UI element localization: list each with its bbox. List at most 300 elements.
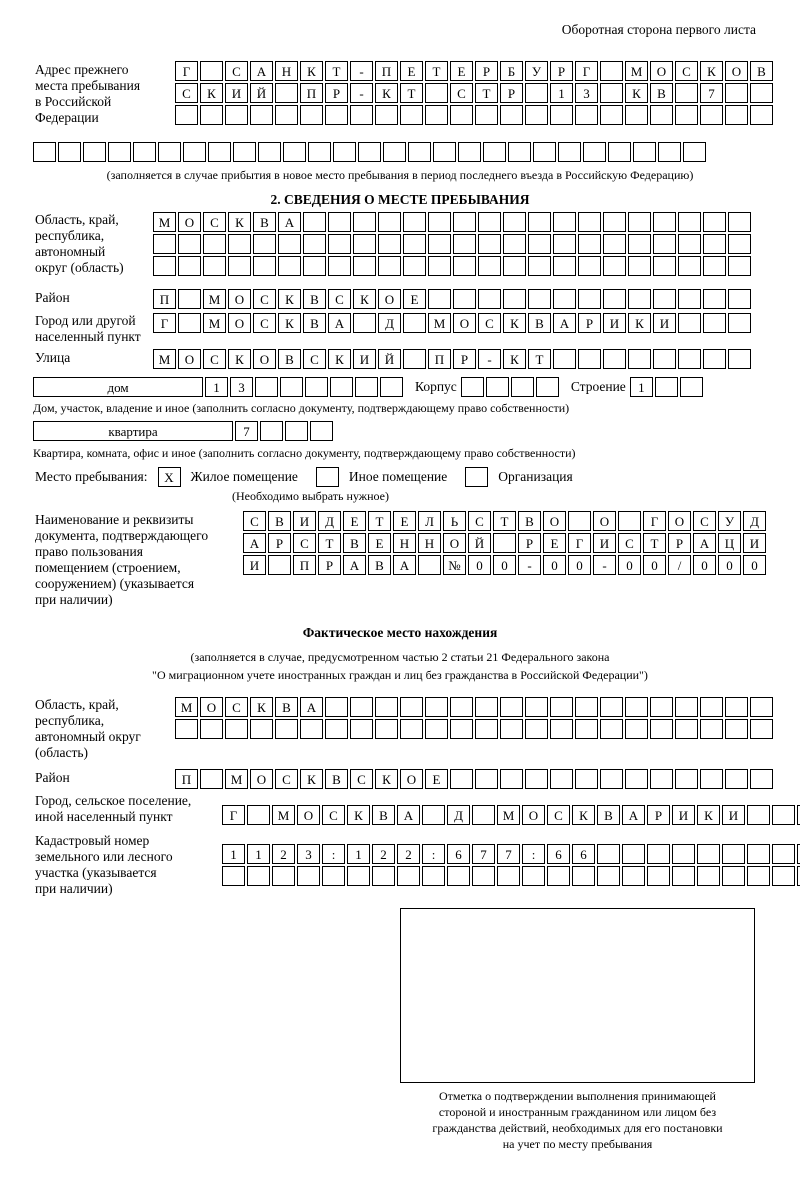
char-cell[interactable] xyxy=(178,234,201,254)
char-cell[interactable] xyxy=(672,844,695,864)
cell-row[interactable] xyxy=(175,697,775,717)
char-cell[interactable] xyxy=(722,866,745,886)
char-cell[interactable] xyxy=(472,805,495,825)
district-cells[interactable] xyxy=(153,289,753,311)
cell-row[interactable] xyxy=(222,866,800,886)
char-cell[interactable] xyxy=(625,719,648,739)
char-cell[interactable] xyxy=(697,866,720,886)
char-cell[interactable]: 7 xyxy=(235,421,258,441)
char-cell[interactable]: 1 xyxy=(630,377,653,397)
char-cell[interactable] xyxy=(603,234,626,254)
char-cell[interactable] xyxy=(553,234,576,254)
char-cell[interactable] xyxy=(350,697,373,717)
char-cell[interactable] xyxy=(750,83,773,103)
char-cell[interactable]: 0 xyxy=(493,555,516,575)
char-cell[interactable]: 0 xyxy=(643,555,666,575)
char-cell[interactable] xyxy=(372,866,395,886)
char-cell[interactable] xyxy=(508,142,531,162)
char-cell[interactable] xyxy=(461,377,484,397)
char-cell[interactable] xyxy=(478,256,501,276)
char-cell[interactable] xyxy=(475,697,498,717)
char-cell[interactable] xyxy=(378,234,401,254)
char-cell[interactable] xyxy=(683,142,706,162)
char-cell[interactable] xyxy=(380,377,403,397)
char-cell[interactable] xyxy=(603,212,626,232)
char-cell[interactable] xyxy=(450,719,473,739)
char-cell[interactable]: И xyxy=(672,805,695,825)
char-cell[interactable]: Г xyxy=(153,313,176,333)
checkbox-zhiloe[interactable]: Х xyxy=(158,467,181,487)
char-cell[interactable]: Л xyxy=(418,511,441,531)
cell-row[interactable] xyxy=(153,289,753,309)
char-cell[interactable] xyxy=(268,555,291,575)
char-cell[interactable]: А xyxy=(393,555,416,575)
char-cell[interactable]: Т xyxy=(475,83,498,103)
char-cell[interactable] xyxy=(578,289,601,309)
char-cell[interactable]: А xyxy=(250,61,273,81)
char-cell[interactable]: С xyxy=(675,61,698,81)
char-cell[interactable]: Е xyxy=(543,533,566,553)
char-cell[interactable]: У xyxy=(718,511,741,531)
char-cell[interactable] xyxy=(575,719,598,739)
cell-row[interactable] xyxy=(243,555,768,575)
char-cell[interactable]: / xyxy=(668,555,691,575)
char-cell[interactable]: К xyxy=(278,313,301,333)
char-cell[interactable]: И xyxy=(243,555,266,575)
char-cell[interactable] xyxy=(478,234,501,254)
char-cell[interactable] xyxy=(450,697,473,717)
char-cell[interactable] xyxy=(483,142,506,162)
char-cell[interactable] xyxy=(133,142,156,162)
char-cell[interactable]: О xyxy=(725,61,748,81)
char-cell[interactable]: С xyxy=(243,511,266,531)
char-cell[interactable] xyxy=(250,105,273,125)
char-cell[interactable]: Т xyxy=(400,83,423,103)
char-cell[interactable] xyxy=(333,142,356,162)
char-cell[interactable]: О xyxy=(543,511,566,531)
char-cell[interactable] xyxy=(600,83,623,103)
char-cell[interactable]: К xyxy=(700,61,723,81)
char-cell[interactable] xyxy=(618,511,641,531)
char-cell[interactable]: К xyxy=(628,313,651,333)
char-cell[interactable]: В xyxy=(597,805,620,825)
char-cell[interactable]: С xyxy=(322,805,345,825)
char-cell[interactable] xyxy=(553,349,576,369)
char-cell[interactable] xyxy=(747,805,770,825)
char-cell[interactable] xyxy=(108,142,131,162)
char-cell[interactable] xyxy=(325,697,348,717)
char-cell[interactable] xyxy=(200,61,223,81)
char-cell[interactable] xyxy=(600,697,623,717)
char-cell[interactable] xyxy=(750,769,773,789)
char-cell[interactable] xyxy=(603,289,626,309)
cell-row[interactable] xyxy=(175,83,775,103)
char-cell[interactable]: Т xyxy=(318,533,341,553)
char-cell[interactable]: 6 xyxy=(572,844,595,864)
cell-row[interactable] xyxy=(175,105,775,125)
char-cell[interactable] xyxy=(603,256,626,276)
char-cell[interactable]: О xyxy=(250,769,273,789)
char-cell[interactable] xyxy=(750,719,773,739)
char-cell[interactable]: Ь xyxy=(443,511,466,531)
char-cell[interactable] xyxy=(703,289,726,309)
char-cell[interactable] xyxy=(647,866,670,886)
char-cell[interactable]: Т xyxy=(425,61,448,81)
char-cell[interactable] xyxy=(355,377,378,397)
house-row[interactable] xyxy=(33,377,705,397)
char-cell[interactable]: С xyxy=(478,313,501,333)
char-cell[interactable]: С xyxy=(468,511,491,531)
char-cell[interactable] xyxy=(403,349,426,369)
char-cell[interactable] xyxy=(522,866,545,886)
char-cell[interactable] xyxy=(153,234,176,254)
char-cell[interactable] xyxy=(278,234,301,254)
char-cell[interactable] xyxy=(428,234,451,254)
char-cell[interactable]: - xyxy=(518,555,541,575)
char-cell[interactable]: С xyxy=(293,533,316,553)
char-cell[interactable]: С xyxy=(547,805,570,825)
char-cell[interactable]: 1 xyxy=(222,844,245,864)
char-cell[interactable]: У xyxy=(525,61,548,81)
char-cell[interactable]: П xyxy=(153,289,176,309)
char-cell[interactable]: 0 xyxy=(618,555,641,575)
char-cell[interactable] xyxy=(528,234,551,254)
char-cell[interactable] xyxy=(558,142,581,162)
char-cell[interactable]: 3 xyxy=(575,83,598,103)
char-cell[interactable]: О xyxy=(650,61,673,81)
char-cell[interactable]: В xyxy=(368,555,391,575)
char-cell[interactable] xyxy=(728,313,751,333)
char-cell[interactable]: Р xyxy=(647,805,670,825)
char-cell[interactable] xyxy=(375,105,398,125)
char-cell[interactable]: Т xyxy=(493,511,516,531)
cell-row[interactable] xyxy=(153,313,753,333)
char-cell[interactable]: 1 xyxy=(205,377,228,397)
char-cell[interactable] xyxy=(678,349,701,369)
char-cell[interactable] xyxy=(250,719,273,739)
char-cell[interactable]: К xyxy=(250,697,273,717)
char-cell[interactable] xyxy=(225,719,248,739)
char-cell[interactable] xyxy=(353,212,376,232)
region-cells[interactable] xyxy=(153,212,753,278)
char-cell[interactable] xyxy=(328,256,351,276)
char-cell[interactable]: К xyxy=(300,769,323,789)
char-cell[interactable]: Д xyxy=(318,511,341,531)
char-cell[interactable] xyxy=(428,256,451,276)
char-cell[interactable] xyxy=(383,142,406,162)
char-cell[interactable] xyxy=(750,105,773,125)
char-cell[interactable] xyxy=(575,769,598,789)
char-cell[interactable]: В xyxy=(278,349,301,369)
char-cell[interactable] xyxy=(536,377,559,397)
char-cell[interactable] xyxy=(425,697,448,717)
char-cell[interactable] xyxy=(400,719,423,739)
char-cell[interactable] xyxy=(83,142,106,162)
char-cell[interactable] xyxy=(675,769,698,789)
char-cell[interactable]: И xyxy=(743,533,766,553)
char-cell[interactable]: 6 xyxy=(547,844,570,864)
char-cell[interactable] xyxy=(525,719,548,739)
char-cell[interactable]: О xyxy=(200,697,223,717)
char-cell[interactable] xyxy=(675,719,698,739)
char-cell[interactable]: 0 xyxy=(468,555,491,575)
char-cell[interactable]: 1 xyxy=(247,844,270,864)
char-cell[interactable]: К xyxy=(375,83,398,103)
char-cell[interactable] xyxy=(628,212,651,232)
char-cell[interactable] xyxy=(228,256,251,276)
char-cell[interactable] xyxy=(353,256,376,276)
prev-address-cells[interactable] xyxy=(175,61,775,127)
char-cell[interactable] xyxy=(208,142,231,162)
char-cell[interactable] xyxy=(578,349,601,369)
char-cell[interactable] xyxy=(153,256,176,276)
char-cell[interactable] xyxy=(418,555,441,575)
char-cell[interactable] xyxy=(528,212,551,232)
char-cell[interactable] xyxy=(278,256,301,276)
char-cell[interactable] xyxy=(647,844,670,864)
house-cells[interactable] xyxy=(205,377,405,397)
char-cell[interactable]: К xyxy=(328,349,351,369)
char-cell[interactable]: М xyxy=(203,313,226,333)
char-cell[interactable]: Р xyxy=(325,83,348,103)
char-cell[interactable]: Й xyxy=(378,349,401,369)
char-cell[interactable] xyxy=(358,142,381,162)
char-cell[interactable] xyxy=(628,234,651,254)
char-cell[interactable] xyxy=(325,719,348,739)
char-cell[interactable]: М xyxy=(153,212,176,232)
char-cell[interactable] xyxy=(550,719,573,739)
char-cell[interactable] xyxy=(608,142,631,162)
char-cell[interactable]: М xyxy=(175,697,198,717)
char-cell[interactable]: 1 xyxy=(550,83,573,103)
char-cell[interactable] xyxy=(222,866,245,886)
char-cell[interactable] xyxy=(650,105,673,125)
char-cell[interactable]: П xyxy=(300,83,323,103)
char-cell[interactable]: О xyxy=(400,769,423,789)
char-cell[interactable] xyxy=(403,234,426,254)
char-cell[interactable] xyxy=(728,349,751,369)
char-cell[interactable]: С xyxy=(450,83,473,103)
actual-city-cells[interactable] xyxy=(222,805,800,827)
char-cell[interactable] xyxy=(328,212,351,232)
char-cell[interactable] xyxy=(297,866,320,886)
char-cell[interactable] xyxy=(283,142,306,162)
char-cell[interactable] xyxy=(772,805,795,825)
char-cell[interactable]: 2 xyxy=(272,844,295,864)
char-cell[interactable] xyxy=(728,289,751,309)
char-cell[interactable] xyxy=(178,256,201,276)
char-cell[interactable]: Е xyxy=(343,511,366,531)
char-cell[interactable] xyxy=(625,697,648,717)
char-cell[interactable]: М xyxy=(272,805,295,825)
char-cell[interactable] xyxy=(303,234,326,254)
char-cell[interactable] xyxy=(425,83,448,103)
char-cell[interactable] xyxy=(458,142,481,162)
char-cell[interactable] xyxy=(703,212,726,232)
char-cell[interactable] xyxy=(703,313,726,333)
char-cell[interactable] xyxy=(547,866,570,886)
char-cell[interactable]: 1 xyxy=(347,844,370,864)
char-cell[interactable]: В xyxy=(343,533,366,553)
char-cell[interactable]: 0 xyxy=(693,555,716,575)
char-cell[interactable] xyxy=(403,256,426,276)
cell-row[interactable] xyxy=(153,212,753,232)
char-cell[interactable]: Г xyxy=(643,511,666,531)
char-cell[interactable] xyxy=(403,313,426,333)
char-cell[interactable]: М xyxy=(153,349,176,369)
char-cell[interactable] xyxy=(200,105,223,125)
char-cell[interactable]: Р xyxy=(518,533,541,553)
char-cell[interactable]: К xyxy=(697,805,720,825)
char-cell[interactable]: А xyxy=(343,555,366,575)
char-cell[interactable] xyxy=(628,289,651,309)
char-cell[interactable] xyxy=(453,212,476,232)
char-cell[interactable] xyxy=(450,769,473,789)
char-cell[interactable] xyxy=(603,349,626,369)
char-cell[interactable] xyxy=(353,313,376,333)
char-cell[interactable] xyxy=(203,256,226,276)
char-cell[interactable]: 0 xyxy=(718,555,741,575)
char-cell[interactable] xyxy=(475,719,498,739)
char-cell[interactable] xyxy=(347,866,370,886)
char-cell[interactable] xyxy=(322,866,345,886)
char-cell[interactable]: К xyxy=(228,349,251,369)
char-cell[interactable]: О xyxy=(443,533,466,553)
char-cell[interactable]: Н xyxy=(275,61,298,81)
char-cell[interactable]: - xyxy=(350,61,373,81)
char-cell[interactable]: О xyxy=(668,511,691,531)
char-cell[interactable] xyxy=(653,256,676,276)
char-cell[interactable] xyxy=(375,697,398,717)
char-cell[interactable]: Р xyxy=(550,61,573,81)
char-cell[interactable]: К xyxy=(347,805,370,825)
char-cell[interactable]: Р xyxy=(318,555,341,575)
char-cell[interactable]: О xyxy=(593,511,616,531)
char-cell[interactable] xyxy=(575,697,598,717)
char-cell[interactable] xyxy=(453,256,476,276)
char-cell[interactable] xyxy=(350,719,373,739)
char-cell[interactable]: В xyxy=(275,697,298,717)
stroenie-cells[interactable] xyxy=(630,377,705,397)
char-cell[interactable]: А xyxy=(553,313,576,333)
char-cell[interactable] xyxy=(583,142,606,162)
char-cell[interactable] xyxy=(328,234,351,254)
checkbox-inoe[interactable] xyxy=(316,467,339,487)
cell-row[interactable] xyxy=(175,719,775,739)
char-cell[interactable] xyxy=(408,142,431,162)
char-cell[interactable] xyxy=(203,234,226,254)
char-cell[interactable] xyxy=(597,844,620,864)
char-cell[interactable] xyxy=(622,844,645,864)
char-cell[interactable]: Г xyxy=(175,61,198,81)
char-cell[interactable] xyxy=(486,377,509,397)
char-cell[interactable]: 7 xyxy=(700,83,723,103)
char-cell[interactable] xyxy=(750,697,773,717)
char-cell[interactable]: : xyxy=(322,844,345,864)
char-cell[interactable]: О xyxy=(453,313,476,333)
actual-district-cells[interactable] xyxy=(175,769,775,791)
char-cell[interactable]: Р xyxy=(578,313,601,333)
flat-row[interactable] xyxy=(33,421,335,441)
char-cell[interactable] xyxy=(500,697,523,717)
char-cell[interactable]: К xyxy=(625,83,648,103)
char-cell[interactable]: А xyxy=(693,533,716,553)
char-cell[interactable] xyxy=(678,234,701,254)
char-cell[interactable]: К xyxy=(375,769,398,789)
char-cell[interactable]: М xyxy=(225,769,248,789)
char-cell[interactable]: М xyxy=(428,313,451,333)
char-cell[interactable] xyxy=(225,105,248,125)
char-cell[interactable] xyxy=(178,289,201,309)
char-cell[interactable] xyxy=(550,697,573,717)
char-cell[interactable]: К xyxy=(503,349,526,369)
char-cell[interactable]: С xyxy=(253,289,276,309)
char-cell[interactable] xyxy=(675,697,698,717)
char-cell[interactable]: В xyxy=(372,805,395,825)
char-cell[interactable] xyxy=(625,769,648,789)
char-cell[interactable]: 0 xyxy=(543,555,566,575)
char-cell[interactable] xyxy=(578,234,601,254)
char-cell[interactable]: С xyxy=(225,697,248,717)
char-cell[interactable] xyxy=(200,769,223,789)
city-cells[interactable] xyxy=(153,313,753,335)
char-cell[interactable] xyxy=(285,421,308,441)
char-cell[interactable]: В xyxy=(750,61,773,81)
char-cell[interactable] xyxy=(625,105,648,125)
stamp-box[interactable] xyxy=(400,908,755,1083)
char-cell[interactable] xyxy=(272,866,295,886)
char-cell[interactable]: А xyxy=(243,533,266,553)
place-type-row[interactable] xyxy=(35,467,577,487)
char-cell[interactable] xyxy=(450,105,473,125)
char-cell[interactable]: С xyxy=(328,289,351,309)
char-cell[interactable]: М xyxy=(497,805,520,825)
char-cell[interactable]: Е xyxy=(368,533,391,553)
char-cell[interactable] xyxy=(772,866,795,886)
char-cell[interactable]: В xyxy=(325,769,348,789)
char-cell[interactable]: О xyxy=(297,805,320,825)
char-cell[interactable]: 7 xyxy=(472,844,495,864)
cell-row[interactable] xyxy=(175,769,775,789)
char-cell[interactable]: Е xyxy=(425,769,448,789)
char-cell[interactable]: К xyxy=(300,61,323,81)
char-cell[interactable]: Д xyxy=(447,805,470,825)
char-cell[interactable]: Ц xyxy=(718,533,741,553)
char-cell[interactable] xyxy=(300,105,323,125)
char-cell[interactable]: П xyxy=(293,555,316,575)
checkbox-organizaciya[interactable] xyxy=(465,467,488,487)
char-cell[interactable]: К xyxy=(228,212,251,232)
char-cell[interactable]: Т xyxy=(528,349,551,369)
char-cell[interactable] xyxy=(597,866,620,886)
char-cell[interactable] xyxy=(228,234,251,254)
cell-row[interactable] xyxy=(243,533,768,553)
char-cell[interactable] xyxy=(675,83,698,103)
char-cell[interactable] xyxy=(678,313,701,333)
char-cell[interactable]: - xyxy=(593,555,616,575)
char-cell[interactable] xyxy=(600,719,623,739)
char-cell[interactable] xyxy=(503,212,526,232)
char-cell[interactable]: В xyxy=(268,511,291,531)
char-cell[interactable]: Б xyxy=(500,61,523,81)
char-cell[interactable] xyxy=(628,349,651,369)
char-cell[interactable] xyxy=(428,212,451,232)
char-cell[interactable]: Н xyxy=(418,533,441,553)
char-cell[interactable] xyxy=(493,533,516,553)
char-cell[interactable] xyxy=(475,769,498,789)
char-cell[interactable] xyxy=(308,142,331,162)
char-cell[interactable]: О xyxy=(228,289,251,309)
